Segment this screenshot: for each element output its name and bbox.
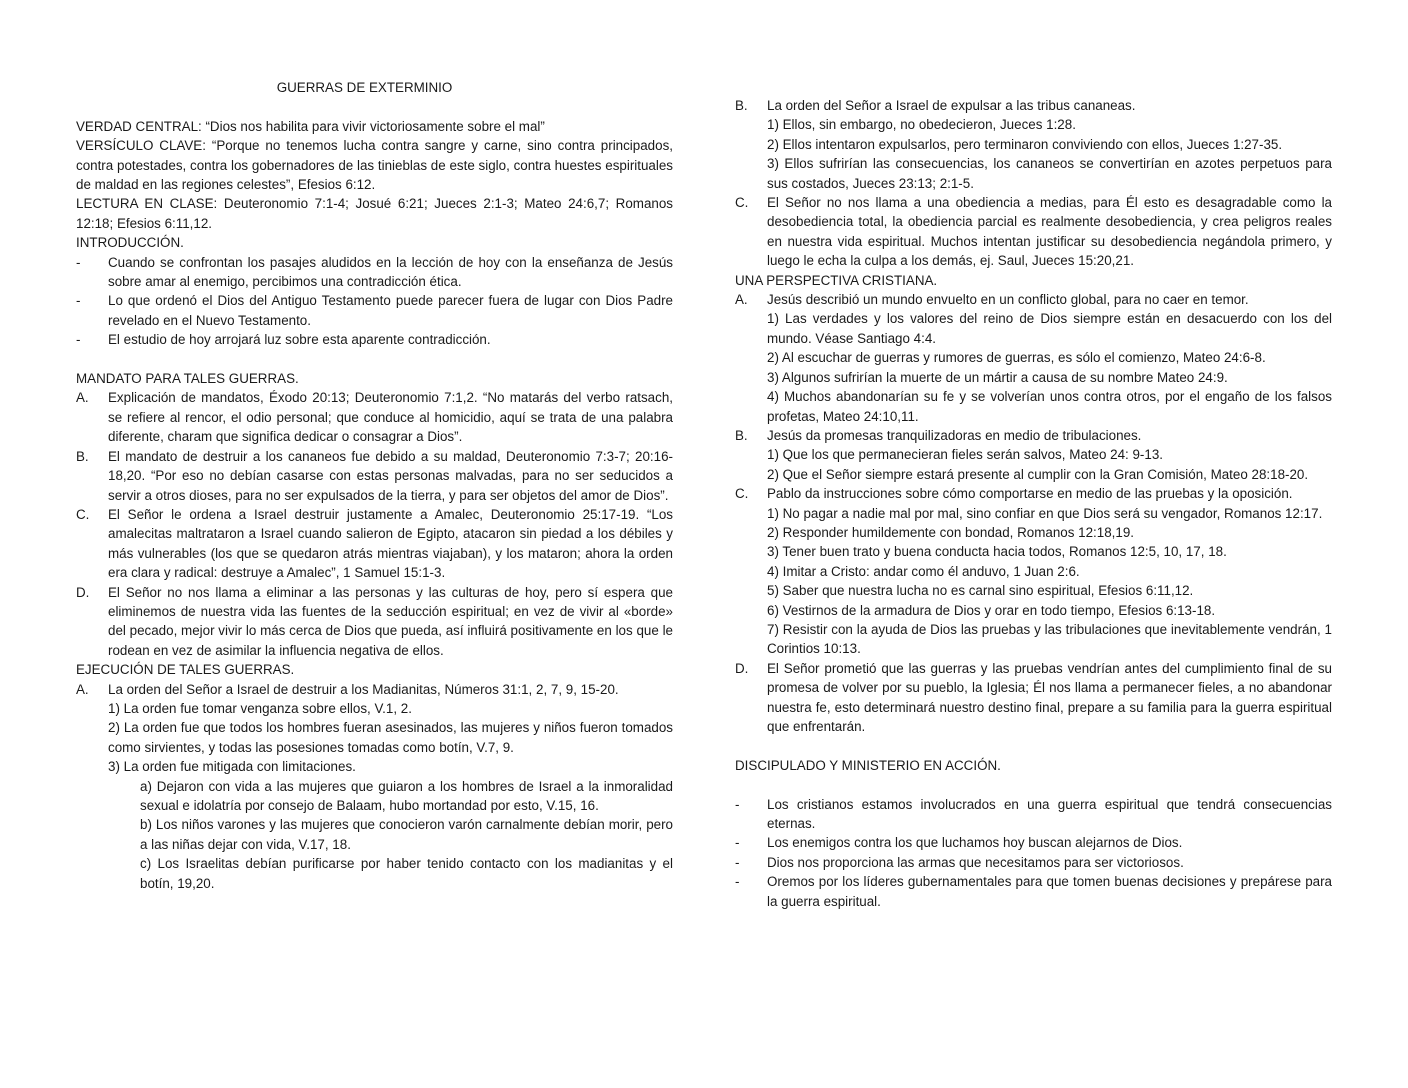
intro-item bbox=[76, 330, 673, 349]
sub-item: 1) No pagar a nadie mal por mal, sino confiar en que Dios será su vengador, Romanos 12:17. bbox=[767, 505, 1323, 521]
spacer bbox=[76, 350, 673, 369]
item-mark: A. bbox=[76, 681, 89, 697]
bullet-mark: - bbox=[735, 854, 740, 870]
mandato-item bbox=[76, 583, 673, 661]
ejecucion-item-text: El Señor no nos llama a una obediencia a medias, para Él esto es desagradable como la desobediencia total, la obediencia parcial es realmente desobediencia, y crea peligros reales en nuestra vida espiritual. Muchos intentan justificar su desobediencia negándola primero, y luego le echa la culpa a los demás, ej. Saul, Jueces 15:20,21. bbox=[767, 195, 1332, 269]
bullet-mark: - bbox=[735, 874, 740, 890]
mandato-heading: MANDATO PARA TALES GUERRAS. bbox=[76, 371, 299, 387]
ejecucion-heading: EJECUCIÓN DE TALES GUERRAS. bbox=[76, 662, 295, 678]
perspectiva-item bbox=[735, 290, 1332, 309]
spacer bbox=[735, 775, 1332, 794]
intro-heading: INTRODUCCIÓN. bbox=[76, 235, 184, 251]
ejecucion-item bbox=[735, 96, 1332, 115]
ejecucion-item-text: La orden del Señor a Israel de expulsar a las tribus cananeas. bbox=[767, 98, 1136, 113]
bullet-mark: - bbox=[76, 332, 81, 348]
discipulado-item-text: Los cristianos estamos involucrados en una guerra espiritual que tendrá consecuencias eternas. bbox=[767, 796, 1332, 831]
sub-item: 2) La orden fue que todos los hombres fueran asesinados, las mujeres y niños fueron tomados como sirvientes, y todas las posesiones tomadas como botín, V.7, 9. bbox=[108, 720, 673, 755]
sub-item: 1) La orden fue tomar venganza sobre ellos, V.1, 2. bbox=[108, 700, 412, 716]
sub-item: 1) Que los que permanecieran fieles serán salvos, Mateo 24: 9-13. bbox=[767, 447, 1163, 463]
sub-item: 4) Imitar a Cristo: andar como él anduvo, 1 Juan 2:6. bbox=[767, 563, 1080, 579]
bullet-mark: - bbox=[735, 796, 740, 812]
intro-item-text: Lo que ordenó el Dios del Antiguo Testamento puede parecer fuera de lugar con Dios Padre revelado en el Nuevo Testamento. bbox=[108, 293, 673, 328]
left-column bbox=[76, 78, 673, 893]
mandato-item-text: El Señor le ordena a Israel destruir justamente a Amalec, Deuteronomio 25:17-19. “Los amalecitas maltrataron a Israel cuando salieron de Egipto, atacaron sin piedad a los débiles y más vulnerables (los que se quedaron atrás mientras viajaban), y los mataron; ahora la orden era clara y radical: destruye a Amalec”, 1 Samuel 15:1-3. bbox=[108, 506, 673, 581]
item-mark: B. bbox=[735, 98, 748, 113]
intro-item-text: El estudio de hoy arrojará luz sobre esta aparente contradicción. bbox=[108, 332, 491, 348]
sub-item: 7) Resistir con la ayuda de Dios las pruebas y las tribulaciones que inevitablemente vendrán, 1 Corintios 10:13. bbox=[767, 621, 1332, 657]
mandato-item bbox=[76, 388, 673, 446]
intro-item-text: Cuando se confrontan los pasajes aludidos en la lección de hoy con la enseñanza de Jesús sobre amar al enemigo, percibimos una contradicción ética. bbox=[108, 254, 673, 290]
perspectiva-item-text: Pablo da instrucciones sobre cómo comportarse en medio de las pruebas y la oposición. bbox=[767, 486, 1293, 502]
sub-item: 2) Responder humildemente con bondad, Romanos 12:18,19. bbox=[767, 524, 1134, 540]
ejecucion-item bbox=[76, 680, 673, 699]
discipulado-item-text: Los enemigos contra los que luchamos hoy buscan alejarnos de Dios. bbox=[767, 835, 1183, 851]
sub-item: 6) Vestirnos de la armadura de Dios y orar en todo tiempo, Efesios 6:13-18. bbox=[767, 602, 1216, 618]
intro-item bbox=[76, 291, 673, 330]
mandato-item bbox=[76, 447, 673, 505]
perspectiva-item-text: Jesús describió un mundo envuelto en un conflicto global, para no caer en temor. bbox=[767, 292, 1249, 308]
item-mark: B. bbox=[735, 427, 748, 443]
sub-item: 3) Algunos sufrirían la muerte de un mártir a causa de su nombre Mateo 24:9. bbox=[767, 369, 1228, 385]
bullet-mark: - bbox=[76, 254, 81, 270]
discipulado-item bbox=[735, 872, 1332, 911]
item-mark: A. bbox=[735, 292, 748, 308]
right-column bbox=[735, 96, 1332, 911]
mandato-item-text: Explicación de mandatos, Éxodo 20:13; Deuteronomio 7:1,2. “No matarás del verbo ratsach, se refiere al rencor, el odio personal; que conduce al homicidio, aquí se trata de una palabra diferente, charam que significa dedicar o consagrar a Dios”. bbox=[108, 390, 673, 445]
sub-item: 1) Ellos, sin embargo, no obedecieron, Jueces 1:28. bbox=[767, 117, 1076, 133]
perspectiva-item-text: Jesús da promesas tranquilizadoras en medio de tribulaciones. bbox=[767, 427, 1142, 443]
spacer bbox=[76, 97, 673, 116]
perspectiva-item bbox=[735, 659, 1332, 737]
mandato-item-text: El mandato de destruir a los cananeos fue debido a su maldad, Deuteronomio 7:3-7; 20:16-18,20. “Por eso no debían casarse con estas personas malvadas, para no ser seducidos a servir a otros dioses, para no ser expulsados de la tierra, y para ser objetos del amor de Dios”. bbox=[108, 448, 673, 503]
sub-item: 3) Ellos sufrirían las consecuencias, los cananeos se convertirían en azotes perpetuos para sus costados, Jueces 23:13; 2:1-5. bbox=[767, 156, 1332, 191]
perspectiva-item-text: El Señor prometió que las guerras y las pruebas vendrían antes del cumplimiento final de su promesa de volver por su pueblo, la Iglesia; Él nos llama a permanecer fieles, a no abandonar nuestra fe, esto determinará nuestro destino final, prepare a su familia para la guerra espiritual que enfrentarán. bbox=[767, 660, 1332, 734]
sub-item: 2) Que el Señor siempre estará presente al cumplir con la Gran Comisión, Mateo 28:18-20. bbox=[767, 466, 1309, 482]
sub-item: 3) Tener buen trato y buena conducta hacia todos, Romanos 12:5, 10, 17, 18. bbox=[767, 544, 1227, 560]
sub-item: 2) Ellos intentaron expulsarlos, pero terminaron conviviendo con ellos, Jueces 1:27-35. bbox=[767, 136, 1283, 152]
perspectiva-item bbox=[735, 484, 1332, 503]
sub-sub-item: a) Dejaron con vida a las mujeres que guiaron a los hombres de Israel a la inmoralidad sexual e idolatría por consejo de Balaam, hubo mortandad por esto, V.15, 16. bbox=[140, 778, 673, 813]
item-mark: B. bbox=[76, 448, 89, 464]
sub-item: 2) Al escuchar de guerras y rumores de guerras, es sólo el comienzo, Mateo 24:6-8. bbox=[767, 350, 1266, 366]
sub-item: 4) Muchos abandonarían su fe y se volverían unos contra otros, por el engaño de los falsos profetas, Mateo 24:10,11. bbox=[767, 389, 1332, 424]
intro-item bbox=[76, 253, 673, 292]
mandato-item-text: El Señor no nos llama a eliminar a las personas y las culturas de hoy, pero sí espera que eliminemos de nuestra vida las fuentes de la seducción espiritual; en vez de vivir al «borde» del pecado, mejor vivir lo más cerca de Dios que pueda, así influirá positivamente en los que le rodean en vez de asimilar la influencia negativa de ellos. bbox=[108, 584, 673, 658]
item-mark: A. bbox=[76, 390, 89, 406]
perspectiva-item bbox=[735, 426, 1332, 445]
discipulado-heading: DISCIPULADO Y MINISTERIO EN ACCIÓN. bbox=[735, 757, 1001, 773]
verdad-central: VERDAD CENTRAL: “Dios nos habilita para vivir victoriosamente sobre el mal” bbox=[76, 118, 545, 134]
bullet-mark: - bbox=[76, 293, 81, 309]
ejecucion-item bbox=[735, 193, 1332, 271]
spacer bbox=[735, 736, 1332, 755]
discipulado-item bbox=[735, 833, 1332, 852]
discipulado-item bbox=[735, 795, 1332, 834]
perspectiva-heading: UNA PERSPECTIVA CRISTIANA. bbox=[735, 272, 938, 288]
lectura-en-clase: LECTURA EN CLASE: Deuteronomio 7:1-4; Josué 6:21; Jueces 2:1-3; Mateo 24:6,7; Romanos 12:18; Efesios 6:11,12. bbox=[76, 196, 673, 231]
versiculo-clave: VERSÍCULO CLAVE: “Porque no tenemos lucha contra sangre y carne, sino contra principados, contra potestades, contra los gobernadores de las tinieblas de este siglo, contra huestes espirituales de maldad en las regiones celestes”, Efesios 6:12. bbox=[76, 138, 673, 193]
sub-sub-item: b) Los niños varones y las mujeres que conocieron varón carnalmente debían morir, pero a las niñas dejar con vida, V.17, 18. bbox=[140, 817, 673, 852]
item-mark: C. bbox=[735, 486, 749, 502]
document-title: GUERRAS DE EXTERMINIO bbox=[276, 80, 453, 95]
sub-item: 3) La orden fue mitigada con limitaciones. bbox=[108, 759, 356, 775]
sub-sub-item: c) Los Israelitas debían purificarse por haber tenido contacto con los madianitas y el botín, 19,20. bbox=[140, 856, 673, 891]
item-mark: D. bbox=[735, 660, 749, 676]
item-mark: C. bbox=[735, 195, 749, 211]
mandato-item bbox=[76, 505, 673, 583]
discipulado-item bbox=[735, 853, 1332, 872]
ejecucion-item-text: La orden del Señor a Israel de destruir a los Madianitas, Números 31:1, 2, 7, 9, 15-20. bbox=[108, 681, 619, 697]
discipulado-item-text: Dios nos proporciona las armas que necesitamos para ser victoriosos. bbox=[767, 854, 1184, 870]
item-mark: D. bbox=[76, 584, 90, 600]
item-mark: C. bbox=[76, 506, 90, 522]
bullet-mark: - bbox=[735, 835, 740, 851]
sub-item: 1) Las verdades y los valores del reino de Dios siempre están en desacuerdo con los del mundo. Véase Santiago 4:4. bbox=[767, 311, 1332, 346]
sub-item: 5) Saber que nuestra lucha no es carnal sino espiritual, Efesios 6:11,12. bbox=[767, 583, 1194, 599]
discipulado-item-text: Oremos por los líderes gubernamentales para que tomen buenas decisiones y prepárese para la guerra espiritual. bbox=[767, 874, 1332, 909]
